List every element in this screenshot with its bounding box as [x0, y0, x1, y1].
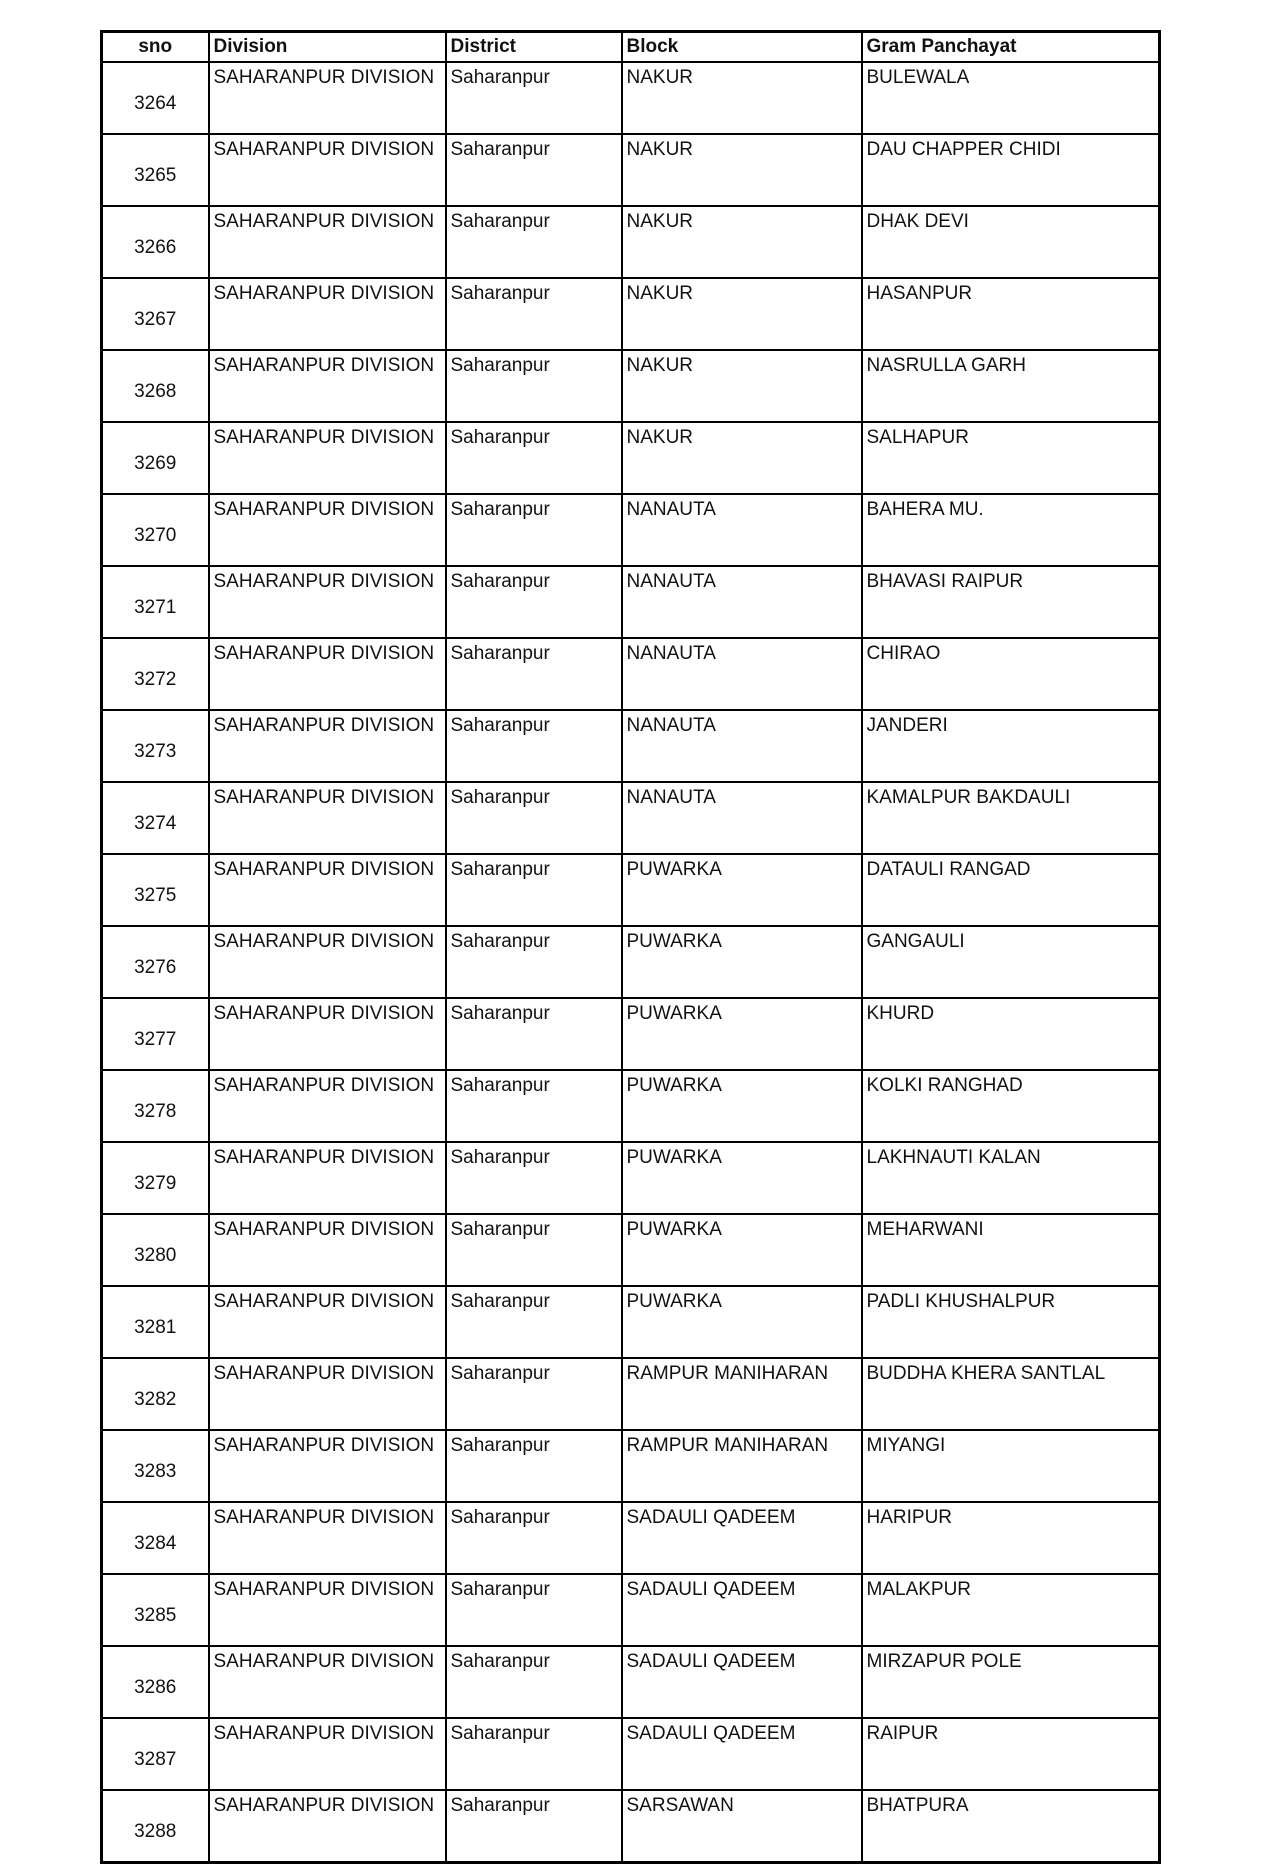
- cell-block: NANAUTA: [622, 638, 862, 710]
- cell-block: SADAULI QADEEM: [622, 1646, 862, 1718]
- cell-block: NAKUR: [622, 350, 862, 422]
- cell-block: SADAULI QADEEM: [622, 1502, 862, 1574]
- table-row: [102, 278, 1160, 350]
- cell-gram-panchayat: BHATPURA: [862, 1790, 1160, 1863]
- cell-district: Saharanpur: [446, 494, 622, 566]
- cell-division: SAHARANPUR DIVISION: [209, 1142, 446, 1214]
- cell-division: SAHARANPUR DIVISION: [209, 422, 446, 494]
- cell-gram-panchayat: GANGAULI: [862, 926, 1160, 998]
- cell-division: SAHARANPUR DIVISION: [209, 1502, 446, 1574]
- cell-block: SARSAWAN: [622, 1790, 862, 1863]
- table-row: [102, 1142, 1160, 1214]
- table-row: [102, 1358, 1160, 1430]
- cell-sno: 3279: [102, 1142, 209, 1214]
- cell-district: Saharanpur: [446, 422, 622, 494]
- cell-sno: 3285: [102, 1574, 209, 1646]
- table-row: [102, 1790, 1160, 1863]
- cell-gram-panchayat: BHAVASI RAIPUR: [862, 566, 1160, 638]
- table-row: [102, 1070, 1160, 1142]
- cell-block: SADAULI QADEEM: [622, 1718, 862, 1790]
- cell-division: SAHARANPUR DIVISION: [209, 134, 446, 206]
- cell-gram-panchayat: BULEWALA: [862, 62, 1160, 134]
- cell-district: Saharanpur: [446, 1790, 622, 1863]
- cell-division: SAHARANPUR DIVISION: [209, 854, 446, 926]
- cell-district: Saharanpur: [446, 350, 622, 422]
- cell-sno: 3272: [102, 638, 209, 710]
- cell-gram-panchayat: MEHARWANI: [862, 1214, 1160, 1286]
- cell-gram-panchayat: NASRULLA GARH: [862, 350, 1160, 422]
- table-row: [102, 710, 1160, 782]
- cell-district: Saharanpur: [446, 134, 622, 206]
- cell-gram-panchayat: DHAK DEVI: [862, 206, 1160, 278]
- cell-gram-panchayat: KAMALPUR BAKDAULI: [862, 782, 1160, 854]
- table-row: [102, 1214, 1160, 1286]
- cell-gram-panchayat: KHURD: [862, 998, 1160, 1070]
- cell-district: Saharanpur: [446, 1142, 622, 1214]
- cell-division: SAHARANPUR DIVISION: [209, 710, 446, 782]
- cell-gram-panchayat: BAHERA MU.: [862, 494, 1160, 566]
- cell-block: NAKUR: [622, 278, 862, 350]
- cell-gram-panchayat: MIRZAPUR POLE: [862, 1646, 1160, 1718]
- cell-district: Saharanpur: [446, 710, 622, 782]
- cell-sno: 3266: [102, 206, 209, 278]
- cell-division: SAHARANPUR DIVISION: [209, 1646, 446, 1718]
- table-row: [102, 1502, 1160, 1574]
- cell-division: SAHARANPUR DIVISION: [209, 782, 446, 854]
- cell-district: Saharanpur: [446, 566, 622, 638]
- cell-gram-panchayat: MIYANGI: [862, 1430, 1160, 1502]
- cell-block: PUWARKA: [622, 998, 862, 1070]
- cell-block: PUWARKA: [622, 1286, 862, 1358]
- table-row: [102, 998, 1160, 1070]
- cell-gram-panchayat: CHIRAO: [862, 638, 1160, 710]
- cell-block: NANAUTA: [622, 782, 862, 854]
- cell-sno: 3270: [102, 494, 209, 566]
- cell-district: Saharanpur: [446, 638, 622, 710]
- cell-block: PUWARKA: [622, 1070, 862, 1142]
- cell-gram-panchayat: DATAULI RANGAD: [862, 854, 1160, 926]
- table-row: [102, 62, 1160, 134]
- cell-sno: 3286: [102, 1646, 209, 1718]
- table-row: [102, 206, 1160, 278]
- cell-district: Saharanpur: [446, 1286, 622, 1358]
- table-row: [102, 782, 1160, 854]
- cell-block: RAMPUR MANIHARAN: [622, 1358, 862, 1430]
- cell-block: NAKUR: [622, 206, 862, 278]
- cell-sno: 3274: [102, 782, 209, 854]
- table-row: [102, 854, 1160, 926]
- cell-district: Saharanpur: [446, 1214, 622, 1286]
- cell-sno: 3277: [102, 998, 209, 1070]
- cell-division: SAHARANPUR DIVISION: [209, 998, 446, 1070]
- cell-division: SAHARANPUR DIVISION: [209, 62, 446, 134]
- table-row: [102, 638, 1160, 710]
- cell-gram-panchayat: HASANPUR: [862, 278, 1160, 350]
- cell-block: NANAUTA: [622, 494, 862, 566]
- cell-sno: 3282: [102, 1358, 209, 1430]
- cell-gram-panchayat: MALAKPUR: [862, 1574, 1160, 1646]
- table-row: [102, 1718, 1160, 1790]
- cell-division: SAHARANPUR DIVISION: [209, 1430, 446, 1502]
- cell-block: RAMPUR MANIHARAN: [622, 1430, 862, 1502]
- cell-division: SAHARANPUR DIVISION: [209, 206, 446, 278]
- cell-sno: 3276: [102, 926, 209, 998]
- column-header-gram-panchayat: Gram Panchayat: [862, 32, 1160, 63]
- cell-gram-panchayat: JANDERI: [862, 710, 1160, 782]
- cell-division: SAHARANPUR DIVISION: [209, 1718, 446, 1790]
- cell-district: Saharanpur: [446, 1358, 622, 1430]
- cell-division: SAHARANPUR DIVISION: [209, 350, 446, 422]
- cell-sno: 3268: [102, 350, 209, 422]
- cell-district: Saharanpur: [446, 206, 622, 278]
- cell-division: SAHARANPUR DIVISION: [209, 278, 446, 350]
- header-row: [102, 32, 1160, 63]
- cell-district: Saharanpur: [446, 926, 622, 998]
- table-row: [102, 1430, 1160, 1502]
- cell-gram-panchayat: PADLI KHUSHALPUR: [862, 1286, 1160, 1358]
- cell-block: NANAUTA: [622, 566, 862, 638]
- cell-sno: 3267: [102, 278, 209, 350]
- cell-division: SAHARANPUR DIVISION: [209, 1070, 446, 1142]
- cell-division: SAHARANPUR DIVISION: [209, 1214, 446, 1286]
- cell-block: PUWARKA: [622, 854, 862, 926]
- cell-block: SADAULI QADEEM: [622, 1574, 862, 1646]
- cell-district: Saharanpur: [446, 1574, 622, 1646]
- table-row: [102, 494, 1160, 566]
- cell-division: SAHARANPUR DIVISION: [209, 1286, 446, 1358]
- cell-sno: 3273: [102, 710, 209, 782]
- table-row: [102, 1286, 1160, 1358]
- cell-block: PUWARKA: [622, 1142, 862, 1214]
- cell-district: Saharanpur: [446, 62, 622, 134]
- cell-block: PUWARKA: [622, 926, 862, 998]
- cell-district: Saharanpur: [446, 782, 622, 854]
- cell-sno: 3281: [102, 1286, 209, 1358]
- cell-district: Saharanpur: [446, 998, 622, 1070]
- cell-sno: 3283: [102, 1430, 209, 1502]
- column-header-division: Division: [209, 32, 446, 63]
- column-header-sno: sno: [102, 32, 209, 63]
- table-row: [102, 926, 1160, 998]
- cell-gram-panchayat: LAKHNAUTI KALAN: [862, 1142, 1160, 1214]
- column-header-block: Block: [622, 32, 862, 63]
- cell-sno: 3284: [102, 1502, 209, 1574]
- cell-division: SAHARANPUR DIVISION: [209, 1358, 446, 1430]
- cell-sno: 3275: [102, 854, 209, 926]
- cell-district: Saharanpur: [446, 1718, 622, 1790]
- cell-sno: 3278: [102, 1070, 209, 1142]
- cell-division: SAHARANPUR DIVISION: [209, 566, 446, 638]
- cell-district: Saharanpur: [446, 1646, 622, 1718]
- cell-gram-panchayat: HARIPUR: [862, 1502, 1160, 1574]
- cell-gram-panchayat: RAIPUR: [862, 1718, 1160, 1790]
- cell-district: Saharanpur: [446, 278, 622, 350]
- cell-division: SAHARANPUR DIVISION: [209, 1574, 446, 1646]
- cell-district: Saharanpur: [446, 1502, 622, 1574]
- cell-block: NANAUTA: [622, 710, 862, 782]
- cell-sno: 3280: [102, 1214, 209, 1286]
- table-row: [102, 134, 1160, 206]
- cell-sno: 3265: [102, 134, 209, 206]
- table-row: [102, 422, 1160, 494]
- cell-block: NAKUR: [622, 422, 862, 494]
- cell-gram-panchayat: BUDDHA KHERA SANTLAL: [862, 1358, 1160, 1430]
- cell-sno: 3269: [102, 422, 209, 494]
- cell-gram-panchayat: DAU CHAPPER CHIDI: [862, 134, 1160, 206]
- table-row: [102, 1646, 1160, 1718]
- cell-gram-panchayat: SALHAPUR: [862, 422, 1160, 494]
- cell-block: PUWARKA: [622, 1214, 862, 1286]
- column-header-district: District: [446, 32, 622, 63]
- cell-division: SAHARANPUR DIVISION: [209, 1790, 446, 1863]
- cell-district: Saharanpur: [446, 1070, 622, 1142]
- cell-sno: 3271: [102, 566, 209, 638]
- cell-division: SAHARANPUR DIVISION: [209, 494, 446, 566]
- cell-block: NAKUR: [622, 134, 862, 206]
- cell-gram-panchayat: KOLKI RANGHAD: [862, 1070, 1160, 1142]
- cell-sno: 3288: [102, 1790, 209, 1863]
- table-row: [102, 1574, 1160, 1646]
- cell-district: Saharanpur: [446, 854, 622, 926]
- gram-panchayat-table: [100, 30, 1161, 1864]
- cell-division: SAHARANPUR DIVISION: [209, 926, 446, 998]
- table-body: [102, 62, 1160, 1863]
- cell-sno: 3287: [102, 1718, 209, 1790]
- cell-sno: 3264: [102, 62, 209, 134]
- table-row: [102, 350, 1160, 422]
- cell-block: NAKUR: [622, 62, 862, 134]
- cell-district: Saharanpur: [446, 1430, 622, 1502]
- cell-division: SAHARANPUR DIVISION: [209, 638, 446, 710]
- table-row: [102, 566, 1160, 638]
